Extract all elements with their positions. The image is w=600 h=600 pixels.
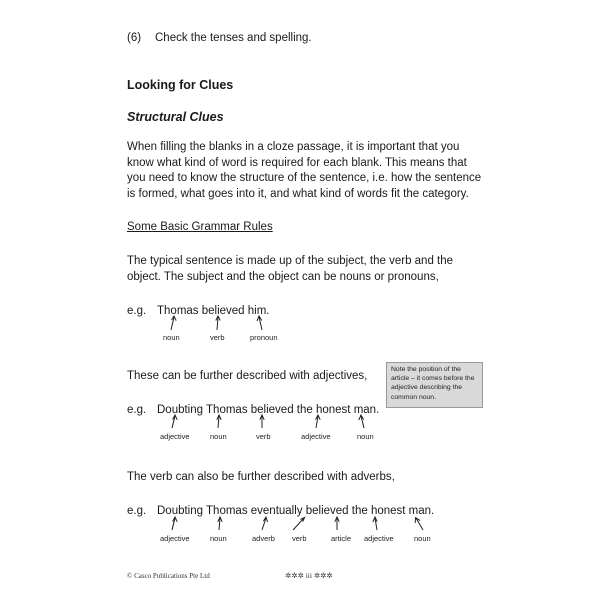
arrow <box>216 316 220 330</box>
grammar-paragraph: The typical sentence is made up of the subject, the verb and the object. The subject and the object can be nouns or pronouns, <box>127 255 454 283</box>
intro-paragraph: When filling the blanks in a cloze passage, it is important that you know what kind of word is required for each blank. This means that you need to know the structure of the sentence, i.e. how the sentence is formed, what goes into it, and what kind of words fit the category. <box>127 141 482 200</box>
example3-label: noun <box>210 534 227 543</box>
example3-label: verb <box>292 534 307 543</box>
page-number: ✲✲✲ iii ✲✲✲ <box>285 571 333 580</box>
example2-prefix: e.g. <box>127 404 147 416</box>
grammar-rules-heading: Some Basic Grammar Rules <box>127 221 273 233</box>
adverb-intro: The verb can also be further described with adverbs, <box>127 471 395 483</box>
example2-sentence: Doubting Thomas believed the honest man. <box>157 404 380 416</box>
adjective-intro: These can be further described with adjectives, <box>127 370 368 382</box>
example1-label: noun <box>163 333 180 342</box>
subsection-heading: Structural Clues <box>127 110 224 124</box>
example3-label: adverb <box>252 534 275 543</box>
example3-prefix: e.g. <box>127 505 147 517</box>
example1-sentence: Thomas believed him. <box>157 305 270 317</box>
example3-arrows <box>0 0 1 1</box>
step-number: (6) <box>127 32 142 44</box>
example3-label: article <box>331 534 352 543</box>
example3-label: adjective <box>160 534 190 543</box>
example2-label: adjective <box>160 432 190 441</box>
example3-label: noun <box>414 534 431 543</box>
example3-sentence: Doubting Thomas eventually believed the honest man. <box>157 505 435 517</box>
publisher-footer: © Casco Publications Pte Ltd <box>127 572 210 580</box>
step-text: Check the tenses and spelling. <box>155 32 312 44</box>
note-box: Note the position of the article – it comes before the adjective describing the common noun. <box>386 362 483 408</box>
example3-label: adjective <box>364 534 394 543</box>
example1-prefix: e.g. <box>127 305 147 317</box>
example1-label: verb <box>210 333 225 342</box>
section-heading: Looking for Clues <box>127 78 234 92</box>
example1-label: pronoun <box>250 333 278 342</box>
example2-label: verb <box>256 432 271 441</box>
example2-label: adjective <box>301 432 331 441</box>
example2-label: noun <box>210 432 227 441</box>
example2-label: noun <box>357 432 374 441</box>
